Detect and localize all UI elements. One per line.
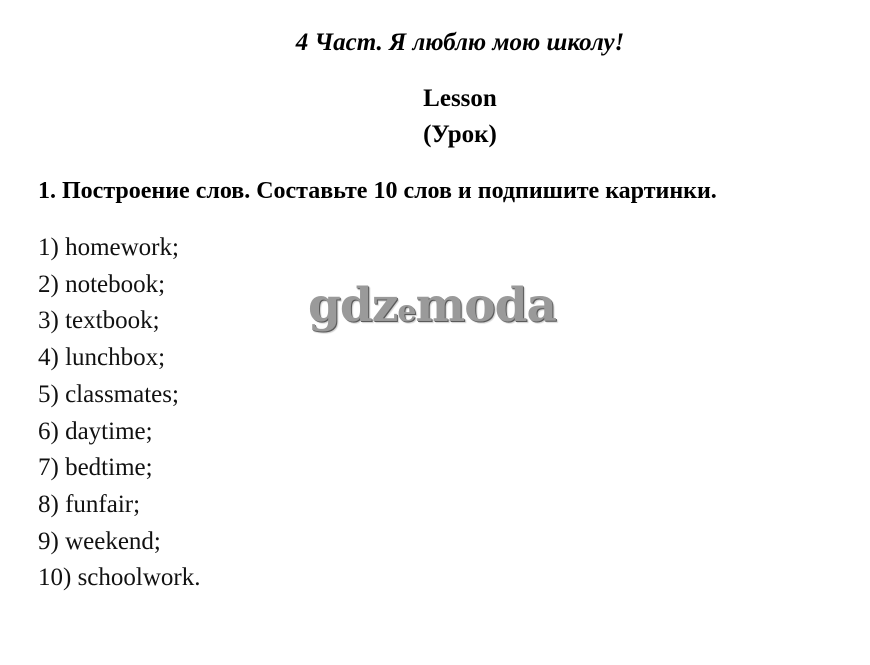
answer-item: 10) schoolwork. xyxy=(38,564,201,592)
answer-item: 9) weekend; xyxy=(38,527,161,555)
answer-list xyxy=(38,230,200,597)
answer-item: 7) bedtime; xyxy=(38,454,153,482)
answer-item: 5) classmates; xyxy=(38,380,179,408)
watermark-dot: e xyxy=(397,294,416,329)
answer-item: 6) daytime; xyxy=(38,417,153,445)
answer-item: 4) lunchbox; xyxy=(38,344,166,372)
watermark-left: gdz xyxy=(308,278,398,333)
answer-item: 2) notebook; xyxy=(38,270,166,298)
answer-item: 8) funfair; xyxy=(38,490,141,518)
part-title: 4 Част. Я люблю мою школу! xyxy=(295,29,625,56)
answer-item: 1) homework; xyxy=(38,234,179,261)
lesson-title: Lesson xyxy=(423,85,497,112)
watermark-logo xyxy=(308,278,556,340)
watermark-right: moda xyxy=(415,278,556,333)
lesson-title-translation: (Урок) xyxy=(423,121,497,148)
task-heading: 1. Построение слов. Составьте 10 слов и подпишите картинки. xyxy=(38,178,717,204)
answer-item: 3) textbook; xyxy=(38,307,160,335)
